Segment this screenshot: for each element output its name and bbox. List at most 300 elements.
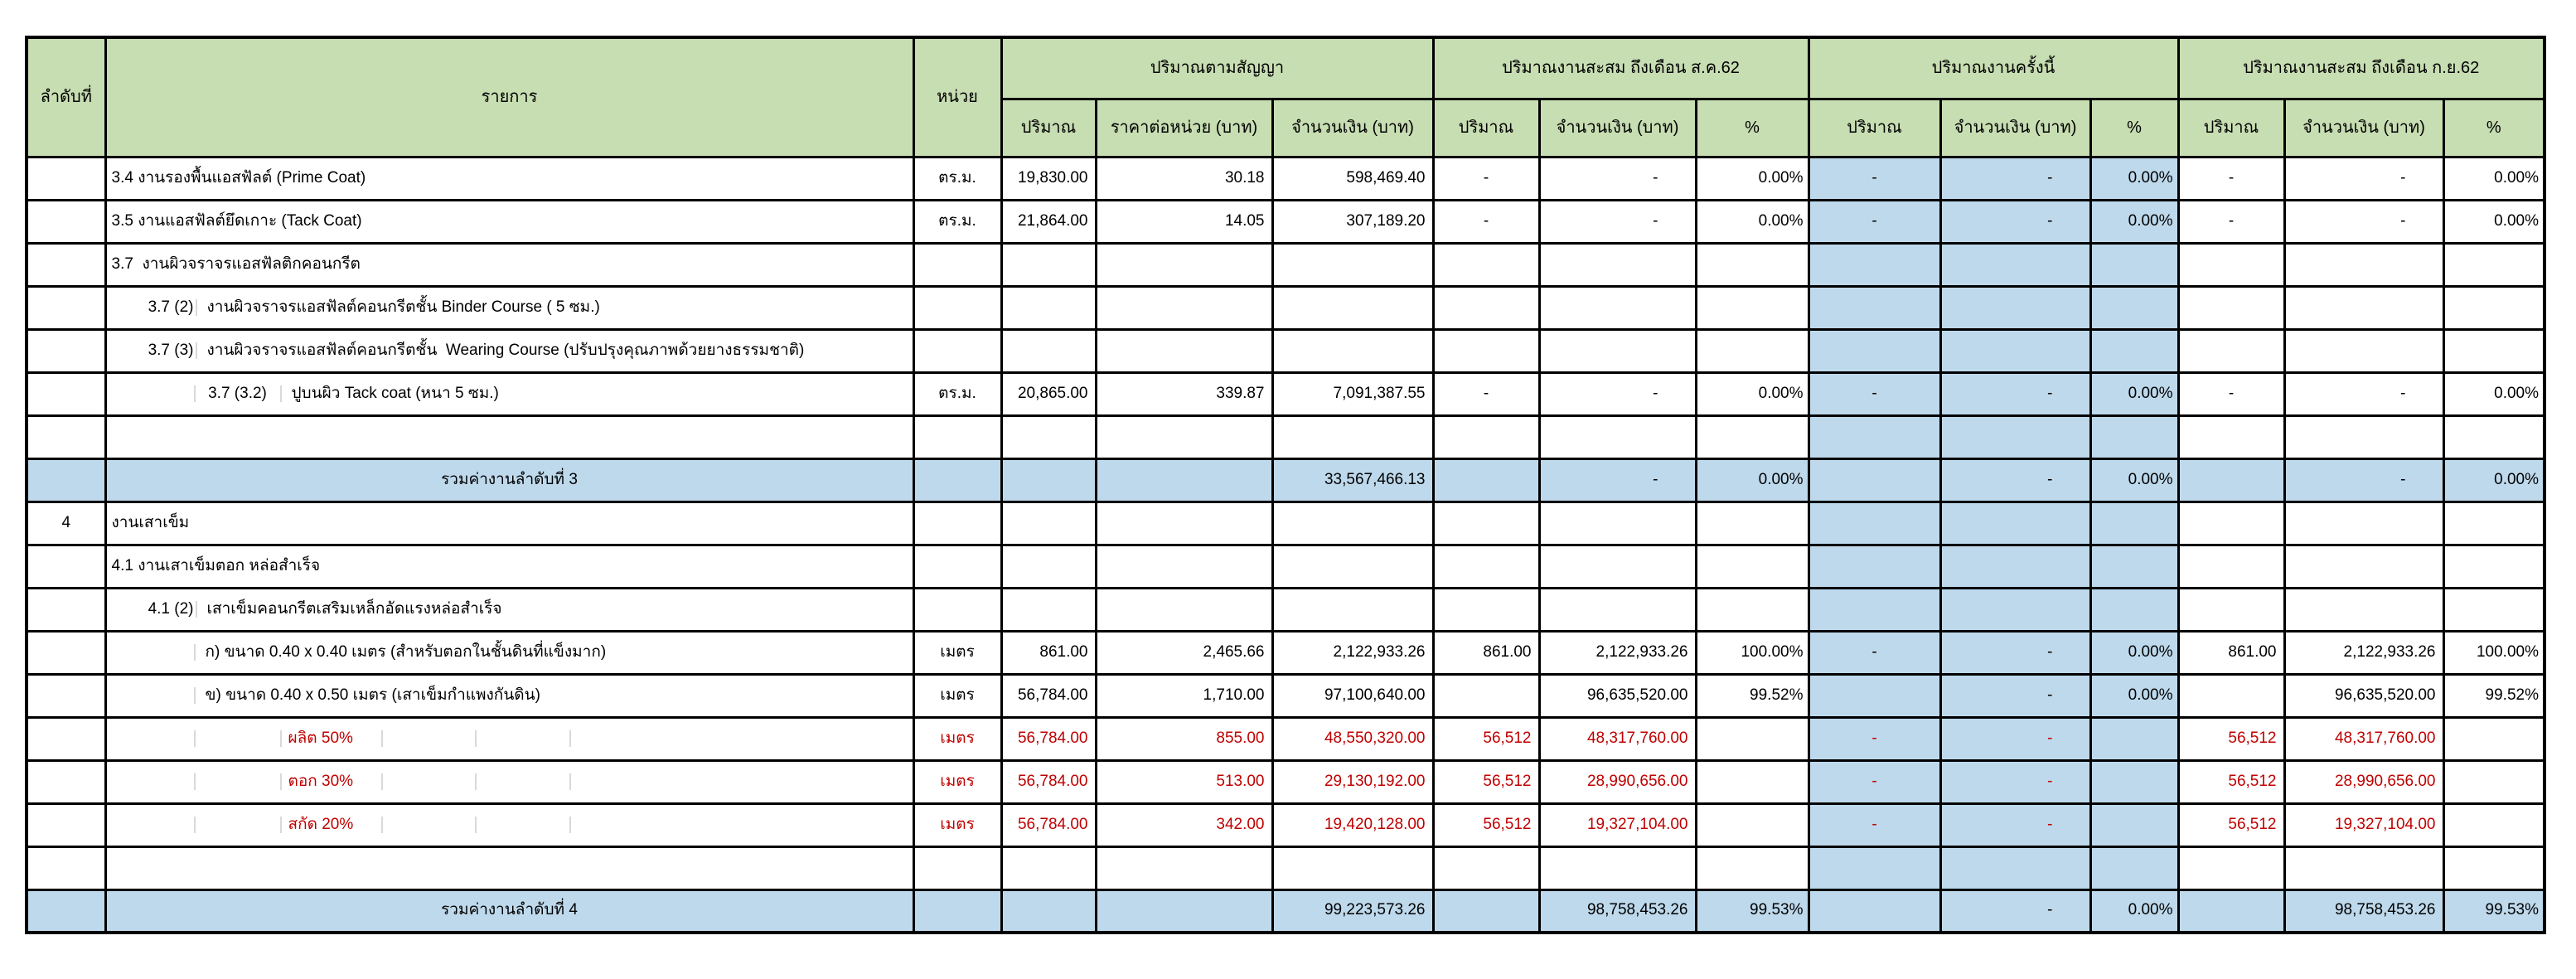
- cell-value: [1096, 588, 1272, 631]
- cell-value: [1940, 329, 2090, 372]
- cell-row-number: [27, 674, 105, 717]
- cell-value: 56,784.00: [1001, 803, 1096, 846]
- cell-value: [1096, 458, 1272, 502]
- cell-description: [105, 674, 913, 717]
- cell-description: [105, 200, 913, 243]
- cell-value: [2178, 545, 2284, 588]
- header-current-amount: จำนวนเงิน (บาท): [1940, 99, 2090, 157]
- table-row: [27, 545, 2545, 588]
- cell-value: 56,512: [1433, 760, 1539, 803]
- cell-unit: [913, 243, 1001, 286]
- cell-value: 1,710.00: [1096, 674, 1272, 717]
- cell-value: [1940, 415, 2090, 458]
- cell-value: [1809, 286, 1940, 329]
- cell-value: 2,122,933.26: [1272, 631, 1433, 674]
- description-segment: [107, 385, 196, 403]
- cell-value: [1096, 415, 1272, 458]
- cell-value: 339.87: [1096, 372, 1272, 415]
- cell-unit: ตร.ม.: [913, 200, 1001, 243]
- description-segment: รวมค่างานลำดับที่ 3: [441, 470, 578, 488]
- cell-value: 21,864.00: [1001, 200, 1096, 243]
- cell-value: [1539, 415, 1696, 458]
- cell-value: 98,758,453.26: [2284, 889, 2443, 933]
- cell-value: 0.00%: [1696, 157, 1809, 200]
- cell-value: 28,990,656.00: [1539, 760, 1696, 803]
- table-body: [27, 157, 2545, 933]
- cell-value: [1940, 286, 2090, 329]
- cell-value: [1809, 329, 1940, 372]
- description-segment: 3.5 งานแอสฟัลต์ยึดเกาะ (Tack Coat): [111, 211, 362, 230]
- table-row: [27, 329, 2545, 372]
- cell-value: 513.00: [1096, 760, 1272, 803]
- cell-value: [1272, 329, 1433, 372]
- cell-row-number: [27, 243, 105, 286]
- table-row: [27, 286, 2545, 329]
- cell-value: 99,223,573.26: [1272, 889, 1433, 933]
- cell-unit: [913, 545, 1001, 588]
- cell-value: 100.00%: [1696, 631, 1809, 674]
- cell-value: [2090, 717, 2178, 760]
- header-contract-qty: ปริมาณ: [1001, 99, 1096, 157]
- description-segment: เสาเข็มคอนกรีตเสริมเหล็กอัดแรงหล่อสำเร็จ: [206, 599, 502, 618]
- cell-value: [1809, 415, 1940, 458]
- cell-value: 96,635,520.00: [2284, 674, 2443, 717]
- cell-description: [105, 588, 913, 631]
- cell-value: [2443, 502, 2545, 545]
- description-segment: ก) ขนาด 0.40 x 0.40 เมตร (สำหรับตอกในชั้นดินที่แข็งมาก): [205, 642, 607, 661]
- header-sep-pct: %: [2443, 99, 2545, 157]
- cell-description: [105, 631, 913, 674]
- cell-value: 598,469.40: [1272, 157, 1433, 200]
- cell-value: [2090, 329, 2178, 372]
- cell-value: [1001, 502, 1096, 545]
- cell-value: [2178, 458, 2284, 502]
- cell-value: [1001, 415, 1096, 458]
- cell-value: 0.00%: [2090, 372, 2178, 415]
- cell-value: [1433, 846, 1539, 889]
- cell-value: -: [1809, 717, 1940, 760]
- header-group-current: ปริมาณงานครั้งนี้: [1809, 37, 2178, 99]
- cell-value: -: [1940, 458, 2090, 502]
- cell-value: 0.00%: [2443, 372, 2545, 415]
- cell-value: 0.00%: [1696, 458, 1809, 502]
- table-row: [27, 631, 2545, 674]
- cell-row-number: [27, 415, 105, 458]
- cell-value: [2090, 803, 2178, 846]
- cell-value: 56,784.00: [1001, 674, 1096, 717]
- cell-description: [105, 717, 913, 760]
- cell-value: -: [2178, 200, 2284, 243]
- cell-row-number: [27, 803, 105, 846]
- cell-row-number: [27, 372, 105, 415]
- cell-description: [105, 502, 913, 545]
- cell-value: [1433, 545, 1539, 588]
- cell-value: -: [1940, 631, 2090, 674]
- cell-unit: เมตร: [913, 631, 1001, 674]
- cell-value: -: [1940, 372, 2090, 415]
- header-col-desc: รายการ: [105, 37, 913, 157]
- cell-value: 19,420,128.00: [1272, 803, 1433, 846]
- cell-value: [2178, 502, 2284, 545]
- cell-description: [105, 415, 913, 458]
- cell-value: [1539, 846, 1696, 889]
- cell-value: 56,512: [1433, 803, 1539, 846]
- cell-value: 100.00%: [2443, 631, 2545, 674]
- cell-value: 99.52%: [1696, 674, 1809, 717]
- cell-value: -: [1940, 200, 2090, 243]
- cell-value: -: [1809, 372, 1940, 415]
- cell-value: -: [1433, 372, 1539, 415]
- description-segment: [477, 817, 571, 834]
- cell-value: -: [1809, 200, 1940, 243]
- cell-value: 48,550,320.00: [1272, 717, 1433, 760]
- cell-value: 56,512: [2178, 760, 2284, 803]
- cell-value: [2090, 286, 2178, 329]
- cell-unit: [913, 458, 1001, 502]
- cell-row-number: [27, 545, 105, 588]
- cell-row-number: [27, 286, 105, 329]
- cell-value: [1696, 502, 1809, 545]
- description-segment: [477, 730, 571, 748]
- cell-value: [1001, 243, 1096, 286]
- cell-value: 28,990,656.00: [2284, 760, 2443, 803]
- cell-value: [1809, 545, 1940, 588]
- cell-value: [1001, 846, 1096, 889]
- cell-value: [2178, 846, 2284, 889]
- description-segment: [383, 773, 477, 791]
- cell-value: [1940, 588, 2090, 631]
- description-segment: 3.7 (3): [107, 342, 197, 360]
- cell-value: [2178, 329, 2284, 372]
- cell-value: 20,865.00: [1001, 372, 1096, 415]
- cell-value: [2284, 588, 2443, 631]
- cell-value: [2090, 846, 2178, 889]
- cell-value: [1539, 588, 1696, 631]
- cell-value: 56,512: [2178, 803, 2284, 846]
- table-row: [27, 760, 2545, 803]
- cell-row-number: [27, 329, 105, 372]
- cell-value: 0.00%: [2090, 889, 2178, 933]
- cell-value: 48,317,760.00: [2284, 717, 2443, 760]
- header-aug-amount: จำนวนเงิน (บาท): [1539, 99, 1696, 157]
- cell-value: -: [1539, 200, 1696, 243]
- description-segment: [196, 817, 282, 834]
- header-contract-unitprice: ราคาต่อหน่วย (บาท): [1096, 99, 1272, 157]
- cell-value: -: [2178, 372, 2284, 415]
- total-row: [27, 458, 2545, 502]
- cell-value: -: [1940, 674, 2090, 717]
- cell-value: [2178, 889, 2284, 933]
- table-row: [27, 243, 2545, 286]
- cell-row-number: [27, 631, 105, 674]
- cell-value: [1539, 243, 1696, 286]
- table-row: [27, 415, 2545, 458]
- cell-row-number: [27, 588, 105, 631]
- cell-value: 29,130,192.00: [1272, 760, 1433, 803]
- cell-value: -: [1539, 372, 1696, 415]
- description-segment: [196, 730, 282, 748]
- header-col-no: ลำดับที่: [27, 37, 105, 157]
- cell-row-number: [27, 889, 105, 933]
- cell-value: 56,784.00: [1001, 760, 1096, 803]
- cell-value: [2443, 760, 2545, 803]
- description-segment: [107, 687, 196, 705]
- cell-value: [1096, 329, 1272, 372]
- cell-unit: เมตร: [913, 717, 1001, 760]
- cell-unit: [913, 588, 1001, 631]
- total-row: [27, 889, 2545, 933]
- cell-value: 0.00%: [2090, 200, 2178, 243]
- cell-value: [2443, 846, 2545, 889]
- cell-value: [1696, 760, 1809, 803]
- cell-value: [1539, 545, 1696, 588]
- cell-unit: [913, 502, 1001, 545]
- table-row: [27, 502, 2545, 545]
- description-segment: งานผิวจราจรแอสฟัลต์คอนกรีตชั้น Wearing Course (ปรับปรุงคุณภาพด้วยยางธรรมชาติ): [206, 341, 805, 359]
- description-segment: ตอก 30%: [282, 773, 383, 791]
- cell-value: 19,830.00: [1001, 157, 1096, 200]
- cell-value: [1696, 329, 1809, 372]
- cell-value: [1809, 458, 1940, 502]
- cell-unit: [913, 286, 1001, 329]
- cell-value: -: [1809, 760, 1940, 803]
- cell-value: [2443, 415, 2545, 458]
- cell-value: -: [1940, 157, 2090, 200]
- cell-value: [1940, 545, 2090, 588]
- header-group-accum-sep: ปริมาณงานสะสม ถึงเดือน ก.ย.62: [2178, 37, 2545, 99]
- cell-value: 99.52%: [2443, 674, 2545, 717]
- cell-value: [1696, 846, 1809, 889]
- header-sep-qty: ปริมาณ: [2178, 99, 2284, 157]
- description-segment: ข) ขนาด 0.40 x 0.50 เมตร (เสาเข็มกำแพงกันดิน): [205, 686, 540, 704]
- cell-value: [2284, 286, 2443, 329]
- table-row: [27, 372, 2545, 415]
- cell-row-number: [27, 717, 105, 760]
- cell-value: 0.00%: [2443, 458, 2545, 502]
- description-segment: [571, 730, 913, 748]
- description-segment: งานเสาเข็ม: [111, 513, 190, 531]
- cell-value: 0.00%: [1696, 200, 1809, 243]
- cell-row-number: [27, 846, 105, 889]
- cell-value: 56,784.00: [1001, 717, 1096, 760]
- cell-value: 0.00%: [2443, 200, 2545, 243]
- description-segment: [571, 773, 913, 791]
- cell-value: [2443, 717, 2545, 760]
- cell-value: [1696, 803, 1809, 846]
- cell-value: [1809, 889, 1940, 933]
- description-segment: [107, 730, 196, 748]
- cell-value: -: [1809, 803, 1940, 846]
- cell-value: -: [1433, 157, 1539, 200]
- cell-value: [2443, 588, 2545, 631]
- cell-value: [2090, 502, 2178, 545]
- cell-description: [105, 458, 913, 502]
- cell-value: [1096, 545, 1272, 588]
- table-row: [27, 200, 2545, 243]
- cell-value: [1272, 502, 1433, 545]
- header-group-accum-aug: ปริมาณงานสะสม ถึงเดือน ส.ค.62: [1433, 37, 1809, 99]
- table-header: [27, 37, 2545, 157]
- cell-value: [1272, 588, 1433, 631]
- cell-description: [105, 329, 913, 372]
- cell-value: 48,317,760.00: [1539, 717, 1696, 760]
- cell-description: [105, 286, 913, 329]
- cell-value: [1809, 846, 1940, 889]
- cell-unit: เมตร: [913, 674, 1001, 717]
- table-row: [27, 846, 2545, 889]
- header-aug-pct: %: [1696, 99, 1809, 157]
- cell-value: [1696, 588, 1809, 631]
- cell-value: [1539, 286, 1696, 329]
- cell-value: -: [2284, 372, 2443, 415]
- cell-value: -: [2284, 157, 2443, 200]
- description-segment: สกัด 20%: [282, 817, 383, 834]
- cell-value: 0.00%: [2090, 631, 2178, 674]
- cell-value: 99.53%: [2443, 889, 2545, 933]
- cell-description: [105, 889, 913, 933]
- description-segment: 3.7 งานผิวจราจรแอสฟัลติกคอนกรีต: [111, 254, 361, 273]
- description-segment: 3.7 (3.2): [196, 385, 282, 403]
- cell-unit: ตร.ม.: [913, 157, 1001, 200]
- cell-value: [2090, 243, 2178, 286]
- table-row: [27, 803, 2545, 846]
- cell-value: 14.05: [1096, 200, 1272, 243]
- header-aug-qty: ปริมาณ: [1433, 99, 1539, 157]
- description-segment: [383, 730, 477, 748]
- header-contract-amount: จำนวนเงิน (บาท): [1272, 99, 1433, 157]
- cell-value: [1539, 329, 1696, 372]
- cell-value: [1272, 415, 1433, 458]
- cell-row-number: [27, 200, 105, 243]
- cell-value: [2178, 286, 2284, 329]
- cell-value: 2,465.66: [1096, 631, 1272, 674]
- cell-row-number: [27, 760, 105, 803]
- description-segment: รวมค่างานลำดับที่ 4: [441, 901, 578, 919]
- cell-value: 342.00: [1096, 803, 1272, 846]
- cell-value: [2178, 243, 2284, 286]
- cell-value: [1096, 243, 1272, 286]
- cell-value: 99.53%: [1696, 889, 1809, 933]
- description-segment: 4.1 งานเสาเข็มตอก หล่อสำเร็จ: [111, 556, 321, 574]
- cell-value: [2284, 243, 2443, 286]
- cell-value: [2090, 588, 2178, 631]
- cell-unit: [913, 415, 1001, 458]
- description-segment: [107, 817, 196, 834]
- cell-value: 2,122,933.26: [2284, 631, 2443, 674]
- cell-value: [1096, 846, 1272, 889]
- cell-value: [1001, 588, 1096, 631]
- cell-value: 33,567,466.13: [1272, 458, 1433, 502]
- cell-description: [105, 545, 913, 588]
- cell-description: [105, 760, 913, 803]
- cell-value: [1696, 415, 1809, 458]
- cell-value: [1001, 286, 1096, 329]
- cell-value: [1433, 415, 1539, 458]
- cell-value: [1001, 545, 1096, 588]
- cell-value: [1696, 286, 1809, 329]
- cell-value: [1809, 588, 1940, 631]
- cell-description: [105, 243, 913, 286]
- table-row: [27, 674, 2545, 717]
- cell-value: [2090, 760, 2178, 803]
- cell-value: [2443, 803, 2545, 846]
- cell-value: 0.00%: [2443, 157, 2545, 200]
- cell-value: [2090, 415, 2178, 458]
- cell-value: [1096, 502, 1272, 545]
- cell-value: 56,512: [1433, 717, 1539, 760]
- header-current-pct: %: [2090, 99, 2178, 157]
- table-row: [27, 588, 2545, 631]
- cell-value: 0.00%: [2090, 458, 2178, 502]
- cell-value: -: [2178, 157, 2284, 200]
- cell-value: -: [1940, 803, 2090, 846]
- cell-value: [1433, 286, 1539, 329]
- cell-value: -: [2284, 458, 2443, 502]
- cell-value: -: [2284, 200, 2443, 243]
- progress-report-table: [25, 36, 2546, 934]
- cell-value: [2284, 415, 2443, 458]
- cell-value: [2443, 329, 2545, 372]
- cell-value: [1809, 243, 1940, 286]
- table-row: [27, 157, 2545, 200]
- cell-value: 0.00%: [1696, 372, 1809, 415]
- description-segment: [196, 773, 282, 791]
- cell-value: 0.00%: [2090, 157, 2178, 200]
- cell-value: [2284, 545, 2443, 588]
- cell-value: [1433, 889, 1539, 933]
- cell-value: 19,327,104.00: [1539, 803, 1696, 846]
- cell-value: [1433, 674, 1539, 717]
- cell-value: 861.00: [1433, 631, 1539, 674]
- cell-value: [2178, 588, 2284, 631]
- cell-value: 19,327,104.00: [2284, 803, 2443, 846]
- description-segment: 3.4 งานรองพื้นแอสฟัลต์ (Prime Coat): [111, 168, 366, 187]
- description-segment: 4.1 (2): [107, 601, 197, 618]
- cell-unit: [913, 889, 1001, 933]
- cell-value: [2284, 846, 2443, 889]
- cell-value: 98,758,453.26: [1539, 889, 1696, 933]
- cell-unit: [913, 329, 1001, 372]
- cell-value: [2090, 545, 2178, 588]
- description-segment: [107, 773, 196, 791]
- cell-value: [1433, 458, 1539, 502]
- cell-value: -: [1809, 157, 1940, 200]
- cell-value: [1001, 458, 1096, 502]
- cell-value: [1809, 502, 1940, 545]
- cell-value: [1433, 243, 1539, 286]
- cell-unit: เมตร: [913, 803, 1001, 846]
- cell-value: 861.00: [2178, 631, 2284, 674]
- cell-description: [105, 846, 913, 889]
- cell-value: 0.00%: [2090, 674, 2178, 717]
- description-segment: งานผิวจราจรแอสฟัลต์คอนกรีตชั้น Binder Course ( 5 ซม.): [206, 298, 600, 316]
- description-segment: [107, 644, 196, 662]
- cell-value: [2178, 674, 2284, 717]
- cell-value: 861.00: [1001, 631, 1096, 674]
- cell-unit: [913, 846, 1001, 889]
- cell-value: [1001, 889, 1096, 933]
- description-segment: 3.7 (2): [107, 299, 197, 317]
- cell-value: [2443, 243, 2545, 286]
- cell-value: -: [1809, 631, 1940, 674]
- cell-value: [1272, 286, 1433, 329]
- cell-value: [1433, 588, 1539, 631]
- cell-unit: เมตร: [913, 760, 1001, 803]
- header-col-unit: หน่วย: [913, 37, 1001, 157]
- description-segment: [571, 817, 913, 834]
- cell-value: -: [1539, 458, 1696, 502]
- cell-value: 97,100,640.00: [1272, 674, 1433, 717]
